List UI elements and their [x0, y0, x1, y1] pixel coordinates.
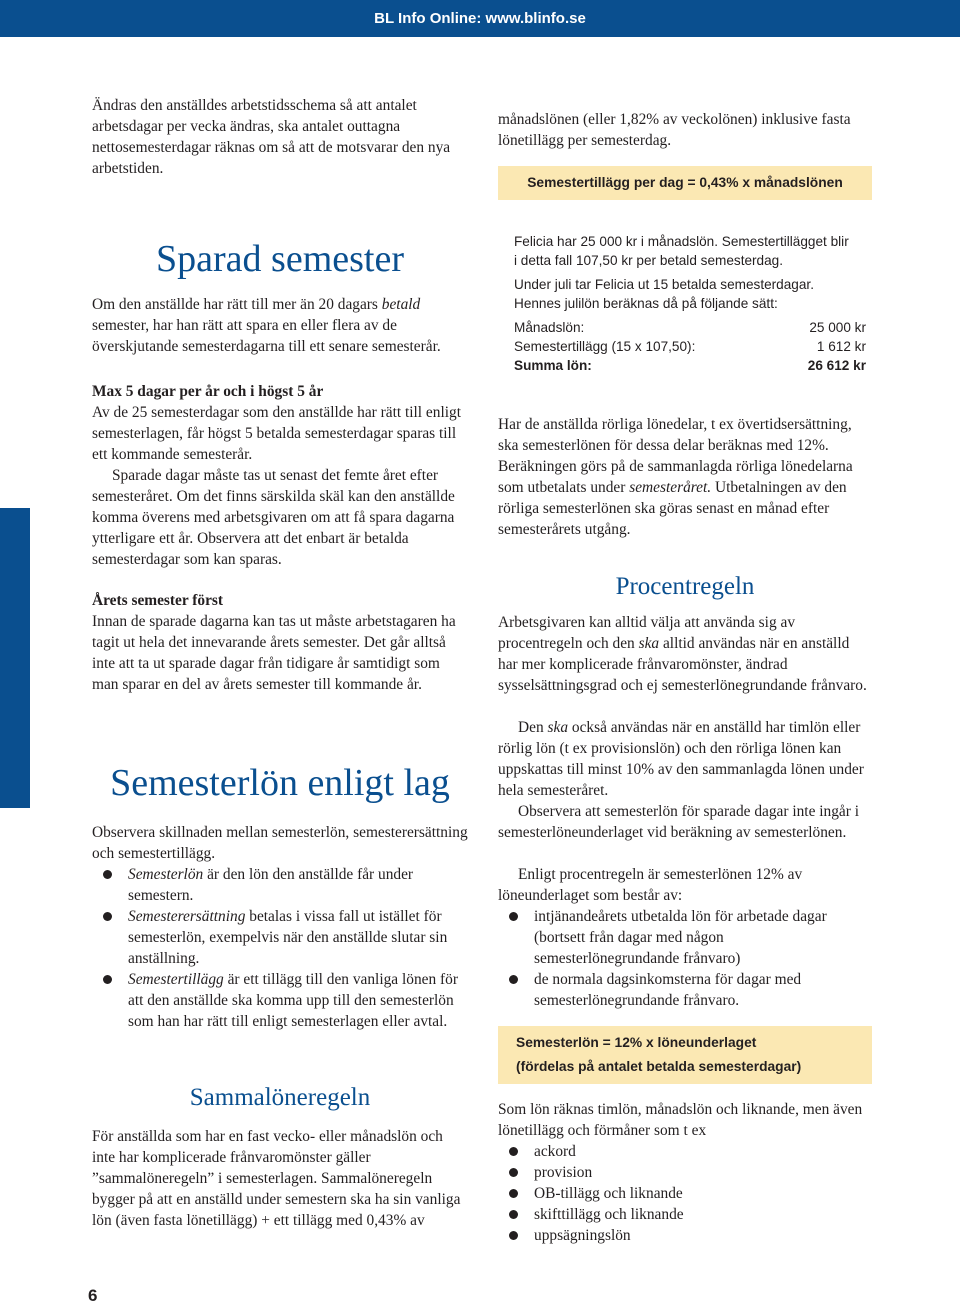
max-paragraph-1: Av de 25 semesterdagar som den anställde har rätt till enligt semesterlagen, får högst 5 betalda semesterdagar sparas till ett kommande semesterår.	[92, 404, 461, 463]
list-item: provision	[498, 1162, 872, 1183]
list-item: ackord	[498, 1141, 872, 1162]
list-item: skifttillägg och liknande	[498, 1204, 872, 1225]
table-row: Summa lön: 26 612 kr	[514, 358, 866, 373]
lag-list	[92, 864, 468, 1032]
bullet-icon	[509, 1168, 518, 1177]
forst-paragraph: Innan de sparade dagarna kan tas ut måste arbetstagaren ha tagit ut hela det innevarande årets semester. Det går alltså inte att ta ut sparade dagar från tidigare år samtidigt som man sparar en del av årets semester till kommande år.	[92, 613, 456, 693]
bullet-icon	[103, 975, 112, 984]
lag-intro: Observera skillnaden mellan semesterlön, semesterersättning och semestertillägg.	[92, 824, 468, 862]
formula-2-line-1: Semesterlön = 12% x löneunderlaget	[516, 1035, 757, 1050]
max-paragraph-2: Sparade dagar måste tas ut senast det femte året efter semesteråret. Om det finns särskilda skäl kan den anställde komma överens med arbetsgivaren om att få spara dagarna ytterligare ett år. Observera att det enbart är betalda semesterdagar som kan sparas.	[92, 467, 455, 568]
procent-paragraph-1: Arbetsgivaren kan alltid välja att använda sig av procentregeln och den ska alltid användas när en anställd har mer komplicerade frånvaromönster, ändrad sysselsättningsgrad och ej semesterlönegrundande frånvaro.	[498, 614, 867, 694]
bullet-icon	[509, 1189, 518, 1198]
subheading-max: Max 5 dagar per år och i högst 5 år	[92, 383, 324, 400]
timlon-list	[498, 1141, 872, 1246]
sparad-paragraph: Om den anställde har rätt till mer än 20 dagars betald semester, har han rätt att spara en eller flera av de överskjutande semesterdagarna till ett senare semesterår.	[92, 296, 441, 355]
rorliga-paragraph: Har de anställda rörliga lönedelar, t ex övertidsersättning, ska semesterlönen för dessa delar beräknas med 12%. Beräkningen görs på de sammanlagda rörliga lönedelarna som utbetalats under semesteråret. Utbetalningen av den rörliga semesterlönen ska göras senast en månad efter semesterårets utgång.	[498, 416, 853, 538]
header-title: BL Info Online: www.blinfo.se	[374, 10, 586, 27]
example-table	[514, 318, 872, 375]
formula-2-line-2: (fördelas på antalet betalda semesterdagar)	[516, 1059, 802, 1074]
page-number: 6	[88, 1286, 98, 1305]
bullet-icon	[509, 1210, 518, 1219]
heading-semesterlon-enligt-lag: Semesterlön enligt lag	[110, 762, 450, 804]
bullet-icon	[509, 1147, 518, 1156]
heading-procentregeln: Procentregeln	[615, 573, 755, 600]
samma-paragraph: För anställda som har en fast vecko- eller månadslön och inte har komplicerade frånvaromönster gäller ”sammalöneregeln” i semesterlagen. Sammalöneregeln bygger på att en anställd under semestern ska ha sin vanliga lön (även fasta lönetillägg) + ett tillägg med 0,43% av	[92, 1128, 461, 1229]
example-block	[498, 232, 872, 375]
list-item: de normala dagsinkomsterna för dagar med semesterlönegrundande frånvaro.	[498, 969, 872, 1011]
formula-box-1	[498, 166, 872, 200]
header-bar	[0, 0, 960, 37]
list-item: Semesterlön är den lön den anställde får under semestern.	[92, 864, 468, 906]
list-item: Semestertillägg är ett tillägg till den vanliga lönen för att den anställde ska komma upp till den semesterlön som han har rätt till enligt semesterlagen eller avtal.	[92, 969, 468, 1032]
continued-paragraph: månadslönen (eller 1,82% av veckolönen) inklusive fasta lönetillägg per semesterdag.	[498, 111, 851, 149]
procent-paragraph-3: Observera att semesterlön för sparade dagar inte ingår i semesterlöneunderlaget vid beräkning av semesterlönen.	[498, 803, 860, 841]
procent-paragraph-2: Den ska också användas när en anställd har timlön eller rörlig lön (t ex provisionslön) och den rörliga lönen kan uppskattas till minst 10% av den sammanlagda lönen under hela semesteråret.	[498, 719, 864, 799]
bullet-icon	[103, 870, 112, 879]
bullet-icon	[509, 975, 518, 984]
list-item: intjänandeårets utbetalda lön för arbetade dagar (bortsett från dagar med någon semesterlönegrundande frånvaro)	[498, 906, 872, 969]
example-line-2: Under juli tar Felicia ut 15 betalda semesterdagar. Hennes julilön beräknas då på följande sätt:	[514, 277, 814, 311]
procent-list	[498, 906, 872, 1011]
heading-sparad-semester: Sparad semester	[156, 238, 404, 280]
subheading-arets-semester: Årets semester först	[92, 592, 224, 609]
bullet-icon	[103, 912, 112, 921]
timlon-paragraph: Som lön räknas timlön, månadslön och liknande, men även lönetillägg och förmåner som t ex	[498, 1101, 863, 1139]
list-item: uppsägningslön	[498, 1225, 872, 1246]
heading-sammaloneregeln: Sammalöneregeln	[189, 1084, 371, 1111]
list-item: Semesterersättning betalas i vissa fall ut istället för semesterlön, exempelvis när den anställde slutar sin anställning.	[92, 906, 468, 969]
bullet-icon	[509, 912, 518, 921]
side-tab	[0, 508, 30, 808]
formula-1-text: Semestertillägg per dag = 0,43% x månadslönen	[527, 175, 843, 190]
procent-paragraph-4: Enligt procentregeln är semesterlönen 12% av löneunderlaget som består av:	[498, 866, 803, 904]
bullet-icon	[509, 1231, 518, 1240]
formula-box-2	[498, 1026, 872, 1084]
list-item: OB-tillägg och liknande	[498, 1183, 872, 1204]
table-row: Semestertillägg (15 x 107,50): 1 612 kr	[514, 339, 866, 354]
intro-paragraph: Ändras den anställdes arbetstidsschema så att antalet arbetsdagar per vecka ändras, ska antalet outtagna nettosemesterdagar räknas om så att de motsvarar den nya arbetstiden.	[92, 97, 451, 177]
example-line-1: Felicia har 25 000 kr i månadslön. Semestertillägget blir i detta fall 107,50 kr per betald semesterdag.	[514, 234, 849, 268]
table-row: Månadslön: 25 000 kr	[514, 320, 866, 335]
